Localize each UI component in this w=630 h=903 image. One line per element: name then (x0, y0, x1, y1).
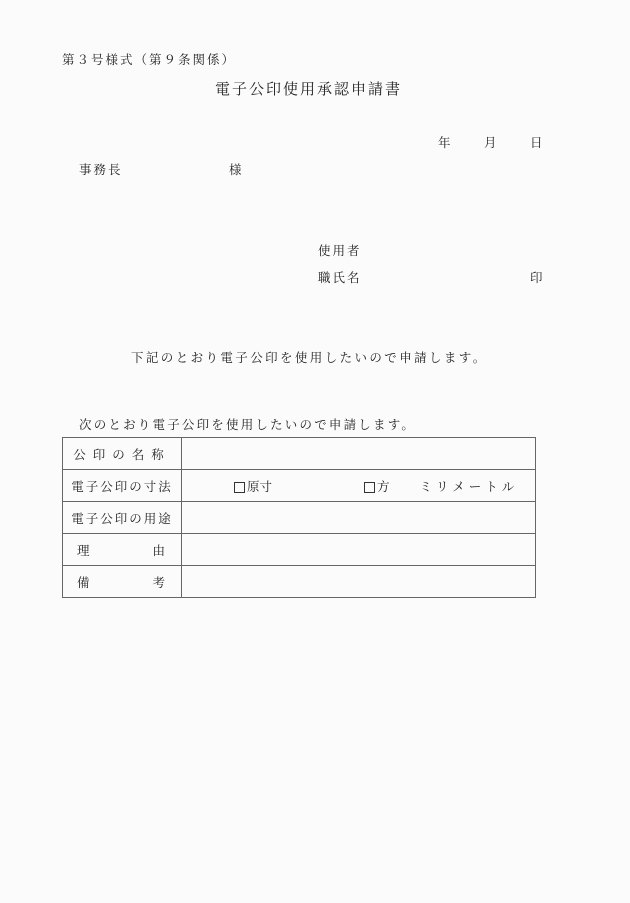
applicant-label: 使用者 (318, 243, 362, 258)
table-row (63, 566, 536, 598)
label-seal-name: 公印の名称 (63, 438, 182, 470)
checkbox-icon (234, 482, 245, 493)
checkbox-icon (364, 482, 375, 493)
seal-purpose-field[interactable] (182, 502, 536, 534)
table-row (63, 534, 536, 566)
date-year: 年 (438, 135, 451, 150)
table-row (63, 502, 536, 534)
date-day: 日 (530, 135, 543, 150)
label-reason: 理 由 (63, 534, 182, 566)
seal-name-field[interactable] (182, 438, 536, 470)
seal-mark: 印 (530, 270, 543, 285)
intro-text: 次のとおり電子公印を使用したいので申請します。 (79, 417, 417, 432)
addressee-name: 事務長 (79, 162, 123, 177)
form-number: 第３号様式（第９条関係） (62, 52, 237, 67)
reason-field[interactable] (182, 534, 536, 566)
unit-label: ミリメートル (419, 478, 519, 494)
label-remarks: 備 考 (63, 566, 182, 598)
remarks-field[interactable] (182, 566, 536, 598)
seal-size-field (182, 470, 536, 502)
date-month: 月 (484, 135, 497, 150)
document-title: 電子公印使用承認申請書 (215, 80, 403, 98)
label-seal-size: 電子公印の寸法 (63, 470, 182, 502)
square-size-checkbox[interactable]: 方 (364, 477, 390, 495)
table-row (63, 438, 536, 470)
original-size-checkbox[interactable]: 原寸 (234, 477, 272, 495)
label-seal-purpose: 電子公印の用途 (63, 502, 182, 534)
table-row (63, 470, 536, 502)
body-text: 下記のとおり電子公印を使用したいので申請します。 (131, 350, 488, 365)
application-table (62, 437, 536, 598)
addressee-honorific: 様 (229, 162, 242, 177)
applicant-name-label: 職氏名 (318, 270, 362, 285)
